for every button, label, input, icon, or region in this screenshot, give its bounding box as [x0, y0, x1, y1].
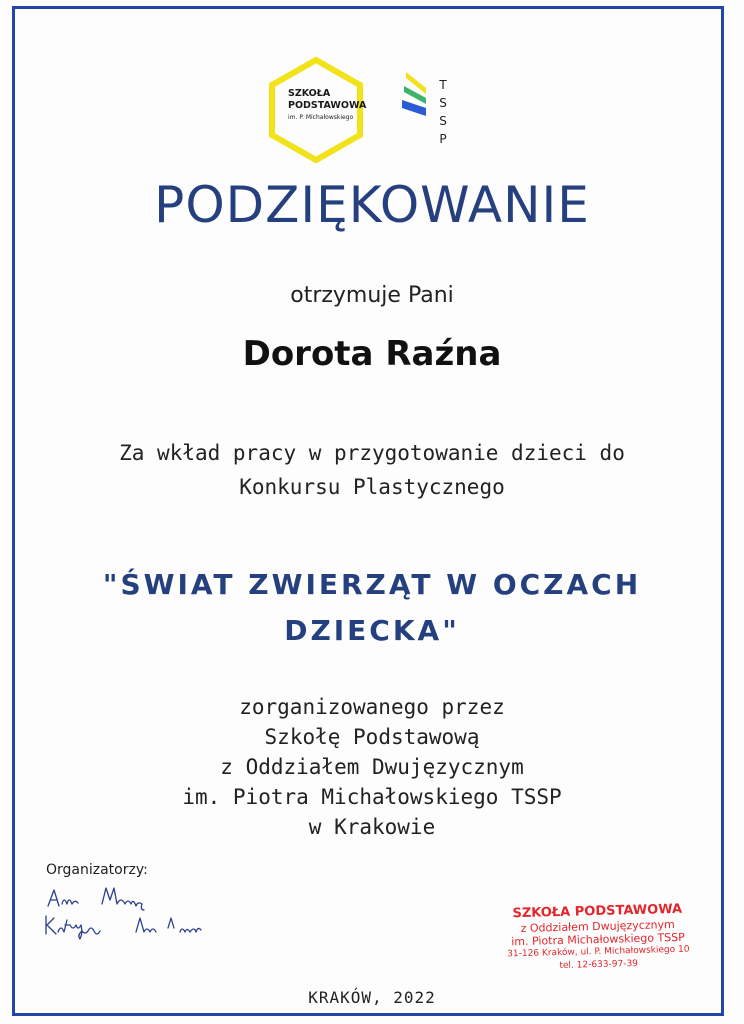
organizers-label: Organizatorzy: [46, 862, 148, 878]
reason-line: Konkursu Plastycznego [239, 475, 505, 499]
school-stamp [497, 901, 699, 974]
organizer-line: Szkołę Podstawową [264, 725, 480, 749]
organizer-line: im. Piotra Michałowskiego TSSP [182, 785, 562, 809]
handwritten-signatures [40, 876, 230, 946]
place-and-year: KRAKÓW, 2022 [308, 988, 436, 1007]
organizer-line: z Oddziałem Dwujęzycznym [220, 755, 524, 779]
organizer-line: w Krakowie [308, 815, 436, 839]
stamp-line: im. Piotra Michałowskiego TSSP [511, 930, 685, 949]
school-logo-line2: PODSTAWOWA [288, 100, 367, 111]
tssp-logo-letters [436, 76, 450, 148]
school-logo-line3: im. P. Michałowskiego [288, 114, 354, 121]
school-logo-text [288, 88, 368, 124]
recipient-name: Dorota Raźna [242, 334, 502, 374]
tssp-letter: S [439, 96, 447, 110]
recipient-intro: otrzymuje Pani [290, 283, 454, 308]
contest-name [0, 562, 744, 654]
reason-line: Za wkład pracy w przygotowanie dzieci do [119, 441, 625, 465]
stamp-line: tel. 12-633-97-39 [559, 958, 639, 972]
contest-line: DZIECKA" [284, 614, 460, 647]
stamp-line: SZKOŁA PODSTAWOWA [512, 901, 683, 922]
stamp-line: z Oddziałem Dwujęzycznym [520, 917, 675, 936]
reason-text [0, 436, 744, 504]
tssp-logo-icon [400, 70, 430, 120]
tssp-letter: S [439, 114, 447, 128]
tssp-letter: T [439, 78, 447, 92]
stamp-line: 31-126 Kraków, ul. P. Michałowskiego 10 [507, 944, 690, 960]
contest-line: "ŚWIAT ZWIERZĄT W OCZACH [102, 568, 642, 601]
certificate-title: PODZIĘKOWANIE [154, 176, 590, 234]
school-logo-line1: SZKOŁA [288, 88, 331, 99]
organizer-text [0, 692, 744, 842]
tssp-letter: P [439, 132, 447, 146]
organizer-line: zorganizowanego przez [239, 695, 505, 719]
